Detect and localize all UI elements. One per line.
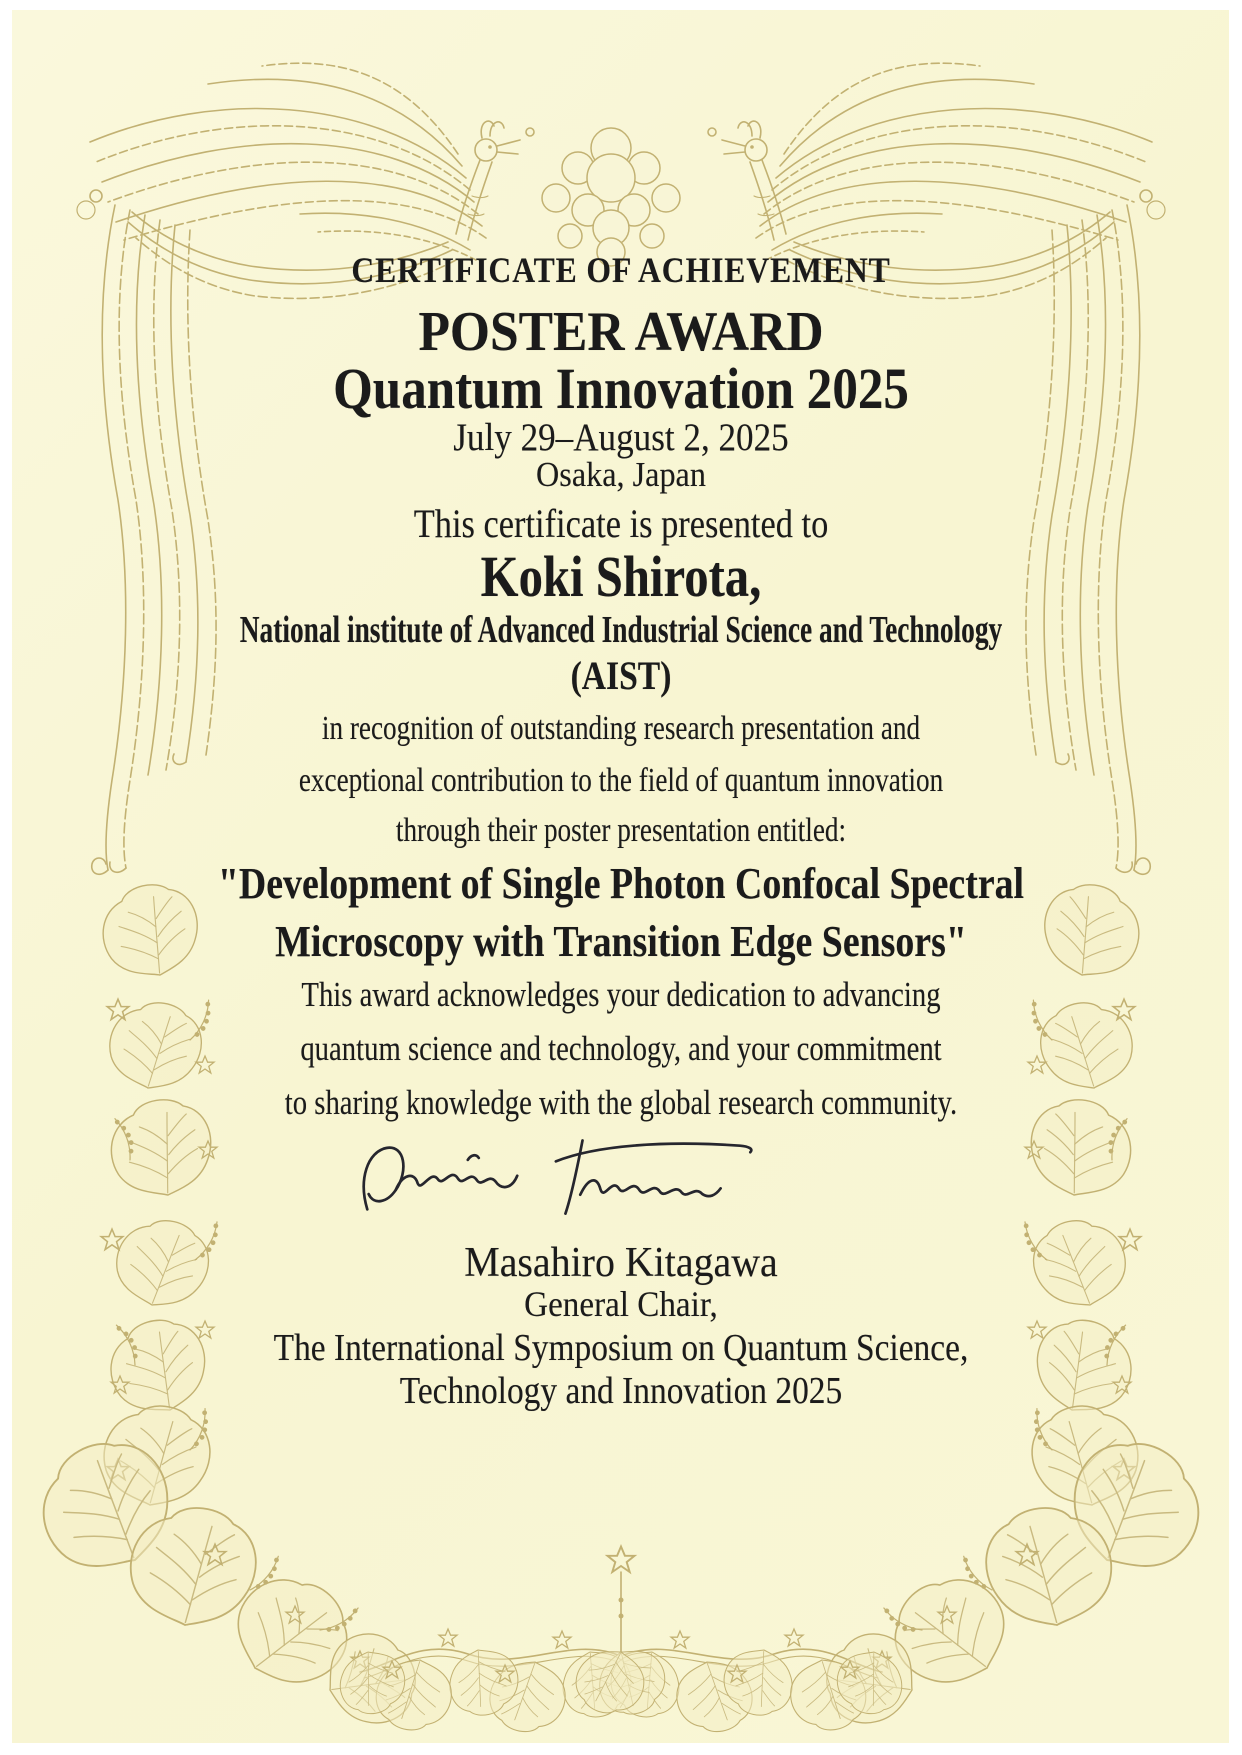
recognition-line: exceptional contribution to the field of quantum innovation [298,762,944,799]
poster-title-line: "Development of Single Photon Confocal Spectral [217,859,1025,908]
recipient-name: Koki Shirota, [480,544,762,609]
event-location: Osaka, Japan [536,455,706,494]
signature-block [0,1124,1242,1234]
event-dates: July 29–August 2, 2025 [453,416,789,459]
recipient-affiliation: National institute of Advanced Industrial Science and Technology [239,609,1003,651]
certificate-heading: CERTIFICATE OF ACHIEVEMENT [351,250,891,290]
signature-script [322,1119,804,1239]
acknowledgement-line: This award acknowledges your dedication to advancing [301,975,941,1014]
signer-org-line: Technology and Innovation 2025 [399,1370,843,1412]
acknowledgement-line: quantum science and technology, and your commitment [300,1029,942,1068]
signer-org-line: The International Symposium on Quantum Science, [273,1327,969,1369]
recipient-affiliation-abbr: (AIST) [570,653,672,698]
acknowledgement-line: to sharing knowledge with the global research community. [284,1083,958,1122]
recognition-line: in recognition of outstanding research presentation and [321,710,921,747]
award-title: POSTER AWARD [418,301,824,363]
poster-title-line: Microscopy with Transition Edge Sensors" [275,917,967,966]
signer-title: General Chair, [524,1284,718,1324]
signer-name: Masahiro Kitagawa [464,1240,778,1286]
recognition-line: through their poster presentation entitled: [395,812,847,849]
presented-line: This certificate is presented to [413,501,829,546]
event-name: Quantum Innovation 2025 [333,356,909,421]
